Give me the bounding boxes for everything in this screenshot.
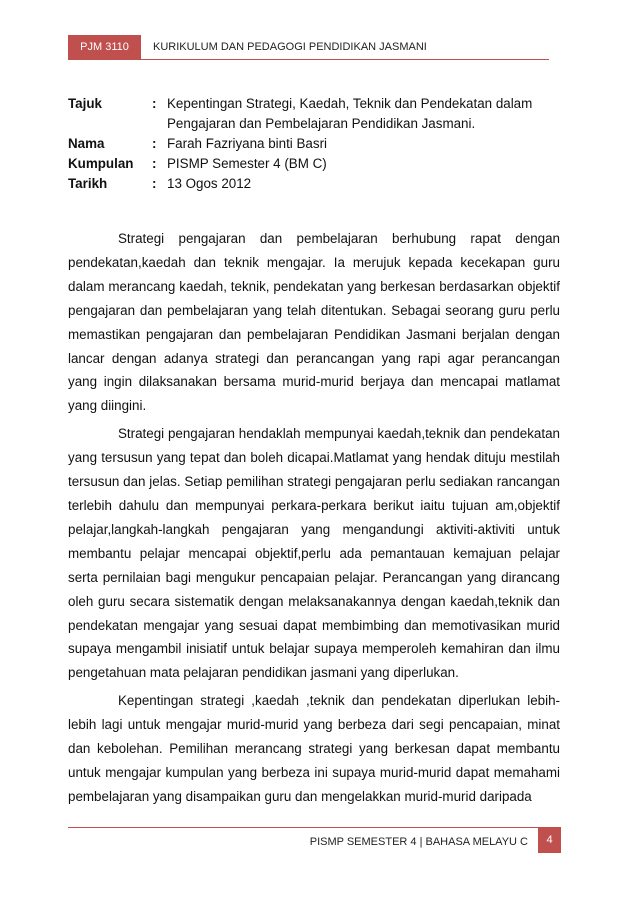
- footer-divider: [68, 827, 538, 828]
- assignment-info: [68, 94, 568, 194]
- nama-label: Nama: [68, 136, 105, 151]
- nama-value: Farah Fazriyana binti Basri: [167, 136, 328, 151]
- kumpulan-colon: :: [152, 156, 157, 171]
- page-footer: [68, 827, 561, 853]
- page-number: 4: [538, 827, 561, 853]
- course-title: KURIKULUM DAN PEDAGOGI PENDIDIKAN JASMANI: [153, 41, 427, 53]
- course-code-badge: PJM 3110: [68, 35, 141, 60]
- paragraph: Kepentingan strategi ,kaedah ,teknik dan pendekatan diperlukan lebih-lebih lagi untuk mengajar murid-murid yang berbeza dari segi pencapaian, minat dan kebolehan. Pemilihan merancang strategi yang berkesan dapat membantu untuk mengajar kumpulan yang berbeza ini supaya murid-murid dapat memahami pembelajaran yang disampaikan guru dan mengelakkan murid-murid daripada: [68, 693, 560, 804]
- tajuk-label: Tajuk: [68, 96, 102, 111]
- page-header: [68, 35, 549, 60]
- tarikh-value: 13 Ogos 2012: [167, 176, 252, 191]
- paragraph: Strategi pengajaran dan pembelajaran berhubung rapat dengan pendekatan,kaedah dan teknik mengajar. Ia merujuk kepada kecekapan guru dalam merancang kaedah, teknik, pendekatan yang berkesan berdasarkan objektif pengajaran dan pembelajaran yang telah ditentukan. Sebagai seorang guru perlu memastikan pengajaran dan pembelajaran Pendidikan Jasmani berjalan dengan lancar dengan adanya strategi dan perancangan yang rapi agar perancangan yang ingin dilaksanakan bersama murid-murid berjaya dan mencapai matlamat yang diingini.: [68, 231, 560, 414]
- meta-row-nama: [68, 134, 568, 154]
- footer-text: PISMP SEMESTER 4 | BAHASA MELAYU C: [309, 836, 528, 848]
- essay-body: [68, 227, 560, 813]
- tajuk-value: Kepentingan Strategi, Kaedah, Teknik dan Pendekatan dalam Pengajaran dan Pembelajaran Pendidikan Jasmani.: [167, 96, 533, 131]
- paragraph: Strategi pengajaran hendaklah mempunyai kaedah,teknik dan pendekatan yang tersusun yang tepat dan boleh dicapai.Matlamat yang hendak dituju mestilah tersusun dan jelas. Setiap pemilihan strategi pengajaran perlu sediakan rancangan terlebih dahulu dan mempunyai perkara-perkara berikut iaitu tujuan am,objektif pelajar,langkah-langkah pengajaran yang mengandungi aktiviti-aktiviti untuk membantu pelajar mencapai objektif,perlu ada pemantauan kemajuan pelajar serta pernilaian bagi mengukur pencapaian pelajar. Perancangan yang dirancang oleh guru secara sistematik dengan melaksanakannya dengan kaedah,teknik dan pendekatan mengajar yang sesuai dapat membimbing dan memotivasikan murid supaya mengambil inisiatif untuk belajar supaya memperoleh kemahiran dan ilmu pengetahuan mata pelajaran pendidikan jasmani yang diperlukan.: [68, 426, 560, 681]
- kumpulan-label: Kumpulan: [68, 156, 134, 171]
- meta-row-tajuk: [68, 94, 568, 134]
- tarikh-label: Tarikh: [68, 176, 108, 191]
- nama-colon: :: [152, 136, 157, 151]
- tarikh-colon: :: [152, 176, 157, 191]
- header-divider: [141, 59, 549, 60]
- kumpulan-value: PISMP Semester 4 (BM C): [167, 156, 327, 171]
- tajuk-colon: :: [152, 96, 157, 111]
- meta-row-kumpulan: [68, 154, 568, 174]
- meta-row-tarikh: [68, 174, 568, 194]
